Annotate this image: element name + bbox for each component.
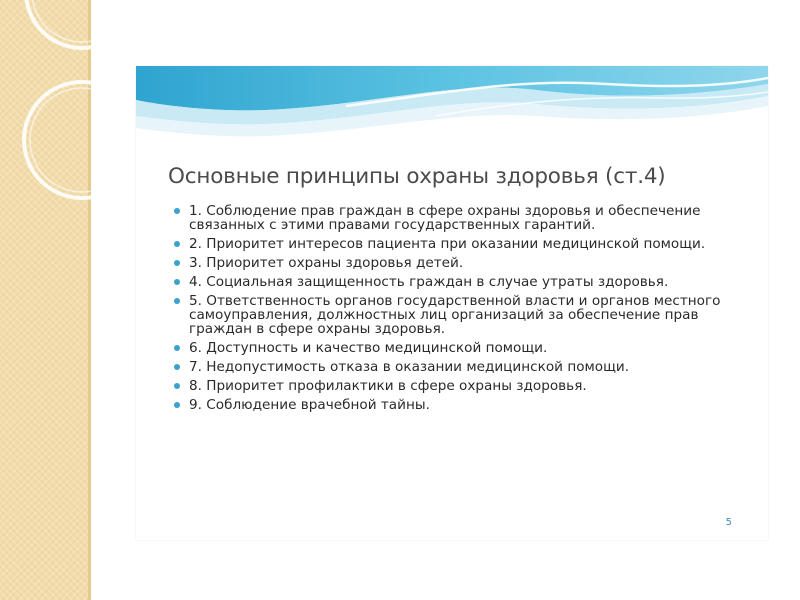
list-item-text: 6. Доступность и качество медицинской помощи. — [189, 340, 548, 356]
list-item — [174, 294, 734, 336]
bullet-icon — [174, 402, 180, 408]
list-item-text: 2. Приоритет интересов пациента при оказании медицинской помощи. — [189, 236, 706, 252]
slide-header-wave — [136, 66, 768, 166]
bullet-icon — [174, 383, 180, 389]
list-item — [174, 256, 734, 270]
list-item-text: 8. Приоритет профилактики в сфере охраны здоровья. — [189, 378, 587, 394]
presentation-slide — [136, 66, 768, 540]
list-item — [174, 360, 734, 374]
bullet-icon — [174, 364, 180, 370]
slide-title: Основные принципы охраны здоровья (ст.4) — [168, 164, 666, 189]
bullet-icon — [174, 241, 180, 247]
page-number: 5 — [725, 517, 732, 528]
list-item — [174, 275, 734, 289]
list-item-text: 5. Ответственность органов государственной власти и органов местного самоуправления, должностных лиц организаций за обеспечение прав граждан в сфере охраны здоровья. — [189, 293, 721, 337]
list-item — [174, 398, 734, 412]
bullet-icon — [174, 345, 180, 351]
list-item-text: 7. Недопустимость отказа в оказании медицинской помощи. — [189, 359, 630, 375]
principles-list — [174, 204, 734, 417]
bullet-icon — [174, 260, 180, 266]
list-item-text: 4. Социальная защищенность граждан в случае утраты здоровья. — [189, 274, 669, 290]
list-item-text: 9. Соблюдение врачебной тайны. — [189, 397, 430, 413]
list-item — [174, 204, 734, 232]
bullet-icon — [174, 208, 180, 214]
decorative-rings — [0, 0, 120, 230]
bullet-icon — [174, 279, 180, 285]
list-item-text: 1. Соблюдение прав граждан в сфере охраны здоровья и обеспечение связанных с этими правами государственных гарантий. — [189, 203, 701, 233]
bullet-icon — [174, 298, 180, 304]
list-item — [174, 237, 734, 251]
list-item — [174, 379, 734, 393]
list-item-text: 3. Приоритет охраны здоровья детей. — [189, 255, 464, 271]
list-item — [174, 341, 734, 355]
